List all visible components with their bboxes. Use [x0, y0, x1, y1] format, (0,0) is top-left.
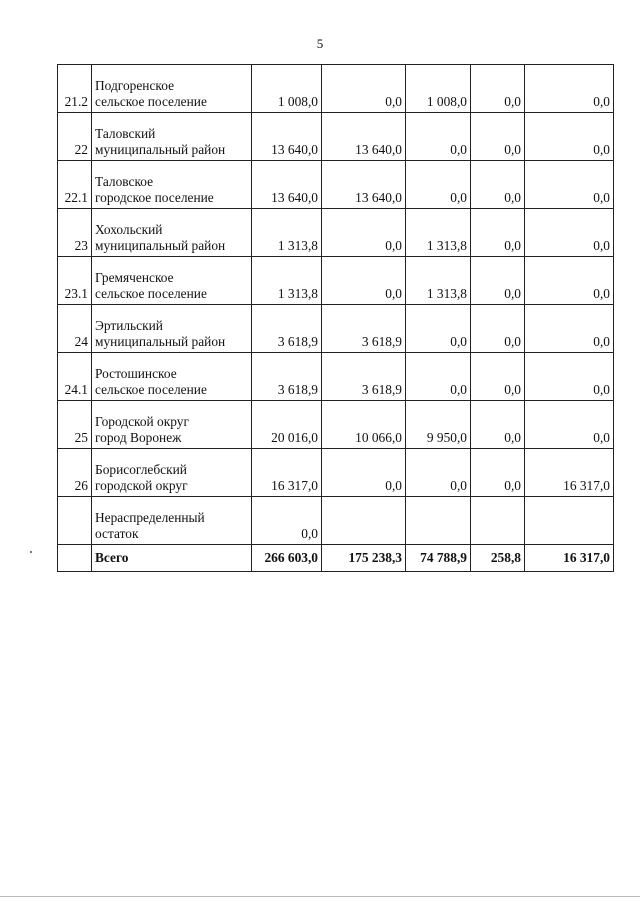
table-row [58, 401, 614, 449]
amount-col-1: 3 618,9 [252, 353, 322, 401]
amount-col-3: 1 313,8 [406, 257, 471, 305]
row-name [92, 353, 252, 401]
amount-col-2: 13 640,0 [322, 113, 406, 161]
row-name-line-2: городской округ [95, 478, 188, 493]
row-name-line-2: остаток [95, 526, 139, 541]
row-name [92, 257, 252, 305]
amount-col-5: 0,0 [525, 257, 614, 305]
amount-col-3: 0,0 [406, 449, 471, 497]
row-name [92, 209, 252, 257]
total-index [58, 545, 92, 572]
amount-col-5: 0,0 [525, 65, 614, 113]
row-index: 25 [58, 401, 92, 449]
amount-col-1: 1 008,0 [252, 65, 322, 113]
amount-col-4: 0,0 [471, 353, 525, 401]
row-index: 21.2 [58, 65, 92, 113]
amount-col-5: 0,0 [525, 209, 614, 257]
row-name [92, 113, 252, 161]
amount-col-4 [471, 497, 525, 545]
budget-table [57, 64, 614, 572]
row-name-line-2: сельское поселение [95, 382, 207, 397]
amount-col-1: 13 640,0 [252, 161, 322, 209]
row-name-line-1: Таловский [95, 126, 156, 141]
footer-line [0, 896, 640, 897]
amount-col-4: 0,0 [471, 161, 525, 209]
amount-col-1: 13 640,0 [252, 113, 322, 161]
amount-col-2: 0,0 [322, 209, 406, 257]
table-row [58, 305, 614, 353]
table-row [58, 65, 614, 113]
amount-col-4: 0,0 [471, 257, 525, 305]
amount-col-2: 3 618,9 [322, 305, 406, 353]
amount-col-4: 0,0 [471, 65, 525, 113]
table-row [58, 497, 614, 545]
amount-col-3: 0,0 [406, 353, 471, 401]
row-name-line-1: Таловское [95, 174, 154, 189]
row-name-line-1: Хохольский [95, 222, 163, 237]
row-name-line-1: Борисоглебский [95, 462, 187, 477]
amount-col-1: 1 313,8 [252, 209, 322, 257]
amount-col-2: 0,0 [322, 257, 406, 305]
total-row [58, 545, 614, 572]
row-name-line-1: Гремяченское [95, 270, 174, 285]
row-name [92, 449, 252, 497]
total-amount-col-4: 258,8 [471, 545, 525, 572]
row-index: 24.1 [58, 353, 92, 401]
row-index: 23.1 [58, 257, 92, 305]
table-row [58, 113, 614, 161]
amount-col-1: 0,0 [252, 497, 322, 545]
amount-col-3: 0,0 [406, 113, 471, 161]
amount-col-5: 0,0 [525, 161, 614, 209]
amount-col-2: 3 618,9 [322, 353, 406, 401]
table-row [58, 209, 614, 257]
row-name-line-2: сельское поселение [95, 94, 207, 109]
amount-col-5 [525, 497, 614, 545]
row-name-line-1: Нераспределенный [95, 510, 205, 525]
amount-col-3: 0,0 [406, 161, 471, 209]
amount-col-3: 1 008,0 [406, 65, 471, 113]
row-index: 26 [58, 449, 92, 497]
row-name-line-2: муниципальный район [95, 334, 226, 349]
amount-col-2 [322, 497, 406, 545]
table-row [58, 161, 614, 209]
amount-col-1: 16 317,0 [252, 449, 322, 497]
row-name-line-2: сельское поселение [95, 286, 207, 301]
amount-col-3: 0,0 [406, 305, 471, 353]
total-amount-col-3: 74 788,9 [406, 545, 471, 572]
amount-col-1: 3 618,9 [252, 305, 322, 353]
total-amount-col-1: 266 603,0 [252, 545, 322, 572]
page-number: 5 [316, 36, 324, 51]
table-body [58, 65, 614, 572]
row-name [92, 401, 252, 449]
amount-col-5: 0,0 [525, 113, 614, 161]
row-name [92, 65, 252, 113]
row-name [92, 497, 252, 545]
amount-col-2: 13 640,0 [322, 161, 406, 209]
amount-col-2: 0,0 [322, 65, 406, 113]
amount-col-4: 0,0 [471, 209, 525, 257]
amount-col-1: 1 313,8 [252, 257, 322, 305]
amount-col-4: 0,0 [471, 113, 525, 161]
row-index: 24 [58, 305, 92, 353]
row-index: 22.1 [58, 161, 92, 209]
amount-col-4: 0,0 [471, 401, 525, 449]
scan-speck [30, 551, 32, 553]
row-name-line-1: Подгоренское [95, 78, 175, 93]
row-name-line-1: Эртильский [95, 318, 163, 333]
amount-col-3: 1 313,8 [406, 209, 471, 257]
row-name-line-1: Городской округ [95, 414, 189, 429]
amount-col-5: 16 317,0 [525, 449, 614, 497]
row-name-line-2: муниципальный район [95, 142, 226, 157]
total-label: Всего [92, 545, 252, 572]
amount-col-5: 0,0 [525, 305, 614, 353]
total-amount-col-5: 16 317,0 [525, 545, 614, 572]
row-index: 23 [58, 209, 92, 257]
amount-col-2: 10 066,0 [322, 401, 406, 449]
row-name [92, 305, 252, 353]
row-name-line-2: муниципальный район [95, 238, 226, 253]
row-index [58, 497, 92, 545]
row-name [92, 161, 252, 209]
table-row [58, 449, 614, 497]
amount-col-4: 0,0 [471, 449, 525, 497]
amount-col-1: 20 016,0 [252, 401, 322, 449]
total-amount-col-2: 175 238,3 [322, 545, 406, 572]
row-name-line-1: Ростошинское [95, 366, 177, 381]
row-name-line-2: городское поселение [95, 190, 214, 205]
amount-col-2: 0,0 [322, 449, 406, 497]
row-index: 22 [58, 113, 92, 161]
amount-col-5: 0,0 [525, 353, 614, 401]
row-name-line-2: город Воронеж [95, 430, 182, 445]
amount-col-3: 9 950,0 [406, 401, 471, 449]
amount-col-5: 0,0 [525, 401, 614, 449]
table-row [58, 257, 614, 305]
amount-col-4: 0,0 [471, 305, 525, 353]
table-row [58, 353, 614, 401]
amount-col-3 [406, 497, 471, 545]
